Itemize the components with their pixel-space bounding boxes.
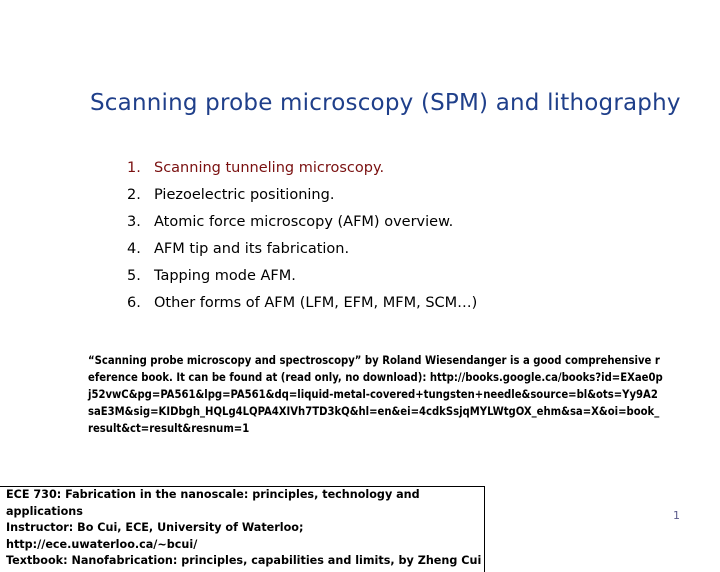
slide-title: Scanning probe microscopy (SPM) and lithography xyxy=(90,90,681,116)
footer-textbook-line: Textbook: Nanofabrication: principles, capabilities and limits, by Zheng Cui xyxy=(6,554,482,567)
list-number: 2. xyxy=(127,187,141,203)
list-text: Scanning tunneling microscopy. xyxy=(154,160,385,176)
list-item xyxy=(127,241,477,268)
list-number: 3. xyxy=(127,214,141,230)
list-number: 6. xyxy=(127,295,141,311)
page-number: 1 xyxy=(673,509,680,522)
list-item xyxy=(127,214,477,241)
list-item xyxy=(127,160,477,187)
footer-course-line: ECE 730: Fabrication in the nanoscale: principles, technology and applications xyxy=(6,488,420,518)
list-item xyxy=(127,187,477,214)
list-item xyxy=(127,295,477,322)
list-text: Other forms of AFM (LFM, EFM, MFM, SCM…) xyxy=(154,295,478,311)
list-text: Atomic force microscopy (AFM) overview. xyxy=(154,214,454,230)
list-text: Tapping mode AFM. xyxy=(154,268,296,284)
list-number: 4. xyxy=(127,241,141,257)
list-text: AFM tip and its fabrication. xyxy=(154,241,350,257)
list-text: Piezoelectric positioning. xyxy=(154,187,335,203)
topic-list xyxy=(127,160,477,322)
reference-note: “Scanning probe microscopy and spectroscopy” by Roland Wiesendanger is a good comprehensive reference book. It can be found at (read only, no download): http://books.google.ca/books?id=EXae0pj52vwC&pg=PA561&lpg=PA561&dq=liquid-metal-covered+tungsten+needle&source=bl&ots=Yy9A2saE3M&sig=KIDbgh_HQLg4LQPA4XIVh7TD3kQ&hl=en&ei=4cdkSsjqMYLWtgOX_ehm&sa=X&oi=book_result&ct=result&resnum=1 xyxy=(88,354,663,435)
list-number: 5. xyxy=(127,268,141,284)
list-number: 1. xyxy=(127,160,141,176)
course-footer xyxy=(0,486,485,572)
footer-instructor-line: Instructor: Bo Cui, ECE, University of Waterloo; http://ece.uwaterloo.ca/~bcui/ xyxy=(6,521,304,551)
list-item xyxy=(127,268,477,295)
